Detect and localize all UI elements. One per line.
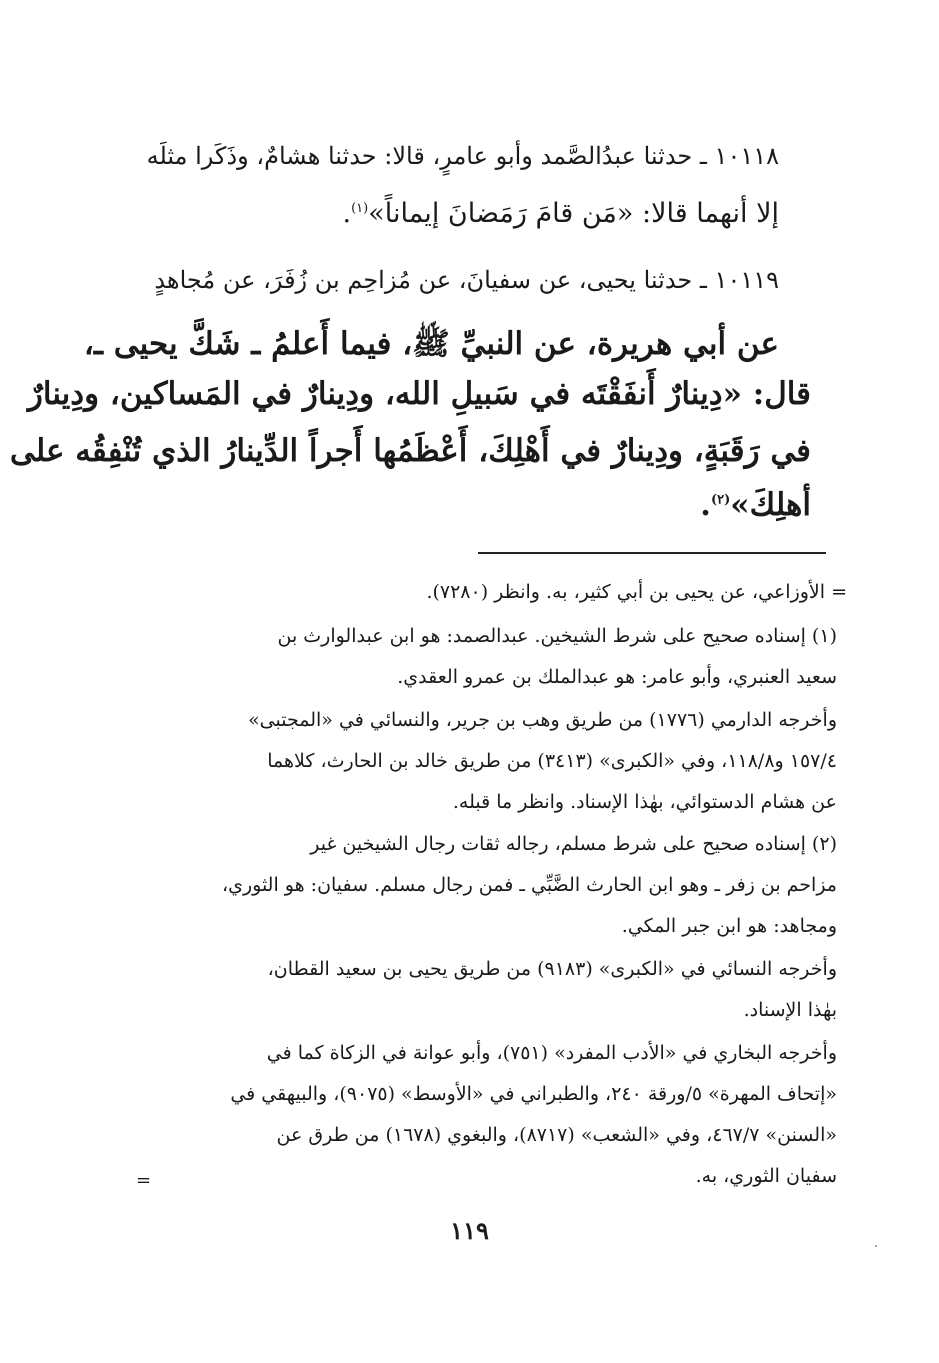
footnote-1b-line-2: [267, 750, 837, 772]
footnote-2-line-2: [222, 874, 837, 896]
hadith-text: إلا أنهما قالا: «مَن قامَ رَمَضانَ إيماناً»: [368, 198, 779, 229]
footnote-text: «السنن» ٤٦٧/٧، وفي «الشعب» (٨٧١٧)، والبغوي (١٦٧٨) من طرق عن: [276, 1124, 837, 1146]
footnote-text: عن هشام الدستوائي، بهٰذا الإسناد. وانظر ما قبله.: [452, 791, 837, 813]
footnote-text: بهٰذا الإسناد.: [743, 999, 837, 1021]
footnote-1b-line-3: [453, 791, 837, 813]
footnote-text: سعيد العنبري، وأبو عامر: هو عبدالملك بن عمرو العقدي.: [397, 666, 837, 688]
footnote-text: ١٥٧/٤ و١١٨/٨، وفي «الكبرى» (٣٤١٣) من طريق خالد بن الحارث، كلاهما: [267, 750, 837, 772]
footnote-1b-line-1: [248, 709, 837, 731]
footnote-2c-line-4: [696, 1165, 837, 1187]
hadith-10119-line-4: [10, 433, 811, 469]
footnote-text: مزاحم بن زفر ـ وهو ابن الحارث الضَّبِّي ـ فمن رجال مسلم. سفيان: هو الثوري،: [221, 874, 837, 896]
footnote-ref: (١): [351, 201, 369, 216]
footnote-ref: (٢): [710, 492, 731, 508]
hadith-10119-line-3: [28, 376, 811, 412]
footnote-text: = الأوزاعي، عن يحيى بن أبي كثير، به. وانظر (٧٢٨٠).: [426, 581, 847, 603]
scan-speck: [875, 1245, 877, 1247]
hadith-10118-line-1: [147, 142, 779, 170]
footnote-2c-line-3: [277, 1124, 837, 1146]
hadith-text: عن أبي هريرة، عن النبيِّ ﷺ، فيما أَعلمُ ـ شَكَّ يحيى ـ،: [83, 326, 779, 362]
hadith-text: أهلِكَ»: [730, 487, 811, 523]
hadith-10118-line-2: [342, 198, 779, 229]
footnote-text: (١) إسناده صحيح على شرط الشيخين. عبدالصمد: هو ابن عبدالوارث بن: [277, 625, 837, 647]
page-number: [0, 1216, 939, 1245]
footnote-continuation-line: [426, 581, 847, 603]
footnote-text: (٢) إسناده صحيح على شرط مسلم، رجاله ثقات رجال الشيخين غير: [310, 833, 837, 855]
hadith-10119-line-5: [700, 487, 811, 523]
footnote-2c-line-1: [267, 1042, 837, 1064]
footnote-2b-line-1: [268, 958, 837, 980]
period: .: [700, 487, 711, 523]
footnote-1-line-2: [397, 666, 837, 688]
footnote-text: ومجاهد: هو ابن جبر المكي.: [621, 915, 837, 937]
footnote-2-line-3: [622, 915, 837, 937]
hadith-10119-line-1: [154, 266, 779, 294]
footnote-text: سفيان الثوري، به.: [695, 1165, 837, 1187]
continuation-mark: [136, 1170, 151, 1191]
page-number-text: ١١٩: [450, 1216, 489, 1245]
footnote-2b-line-2: [744, 999, 837, 1021]
hadith-10119-line-2: [84, 325, 779, 370]
hadith-text: ١٠١١٩ ـ حدثنا يحيى، عن سفيانَ، عن مُزاحِم بن زُفَرَ، عن مُجاهدٍ: [154, 266, 779, 294]
footnote-1-line-1: [277, 625, 837, 647]
footnote-text: «إتحاف المهرة» ٥/ورقة ٢٤٠، والطبراني في «الأوسط» (٩٠٧٥)، والبيهقي في: [230, 1083, 837, 1105]
hadith-text: ١٠١١٨ ـ حدثنا عبدُالصَّمد وأبو عامرٍ، قالا: حدثنا هشامٌ، وذَكَرا مثلَه: [146, 142, 779, 170]
footnote-text: وأخرجه النسائي في «الكبرى» (٩١٨٣) من طريق يحيى بن سعيد القطان،: [267, 958, 837, 980]
footnote-text: وأخرجه الدارمي (١٧٧٦) من طريق وهب بن جرير، والنسائي في «المجتبى»: [248, 709, 837, 731]
footnote-text: وأخرجه البخاري في «الأدب المفرد» (٧٥١)، وأبو عوانة في الزكاة كما في: [266, 1042, 837, 1064]
hadith-text: في رَقَبَةٍ، ودِينارٌ في أَهْلِكَ، أَعْظَمُها أَجراً الدِّينارُ الذي تُنْفِقُه على: [9, 433, 811, 469]
period: .: [342, 198, 352, 229]
continuation-mark-text: =: [136, 1170, 152, 1191]
footnote-2c-line-2: [230, 1083, 837, 1105]
footnote-separator: [478, 552, 826, 554]
footnote-2-line-1: [310, 833, 837, 855]
hadith-text: قال: «دِينارٌ أَنفَقْتَه في سَبيلِ الله، ودِينارٌ في المَساكين، ودِينارٌ: [27, 376, 811, 412]
